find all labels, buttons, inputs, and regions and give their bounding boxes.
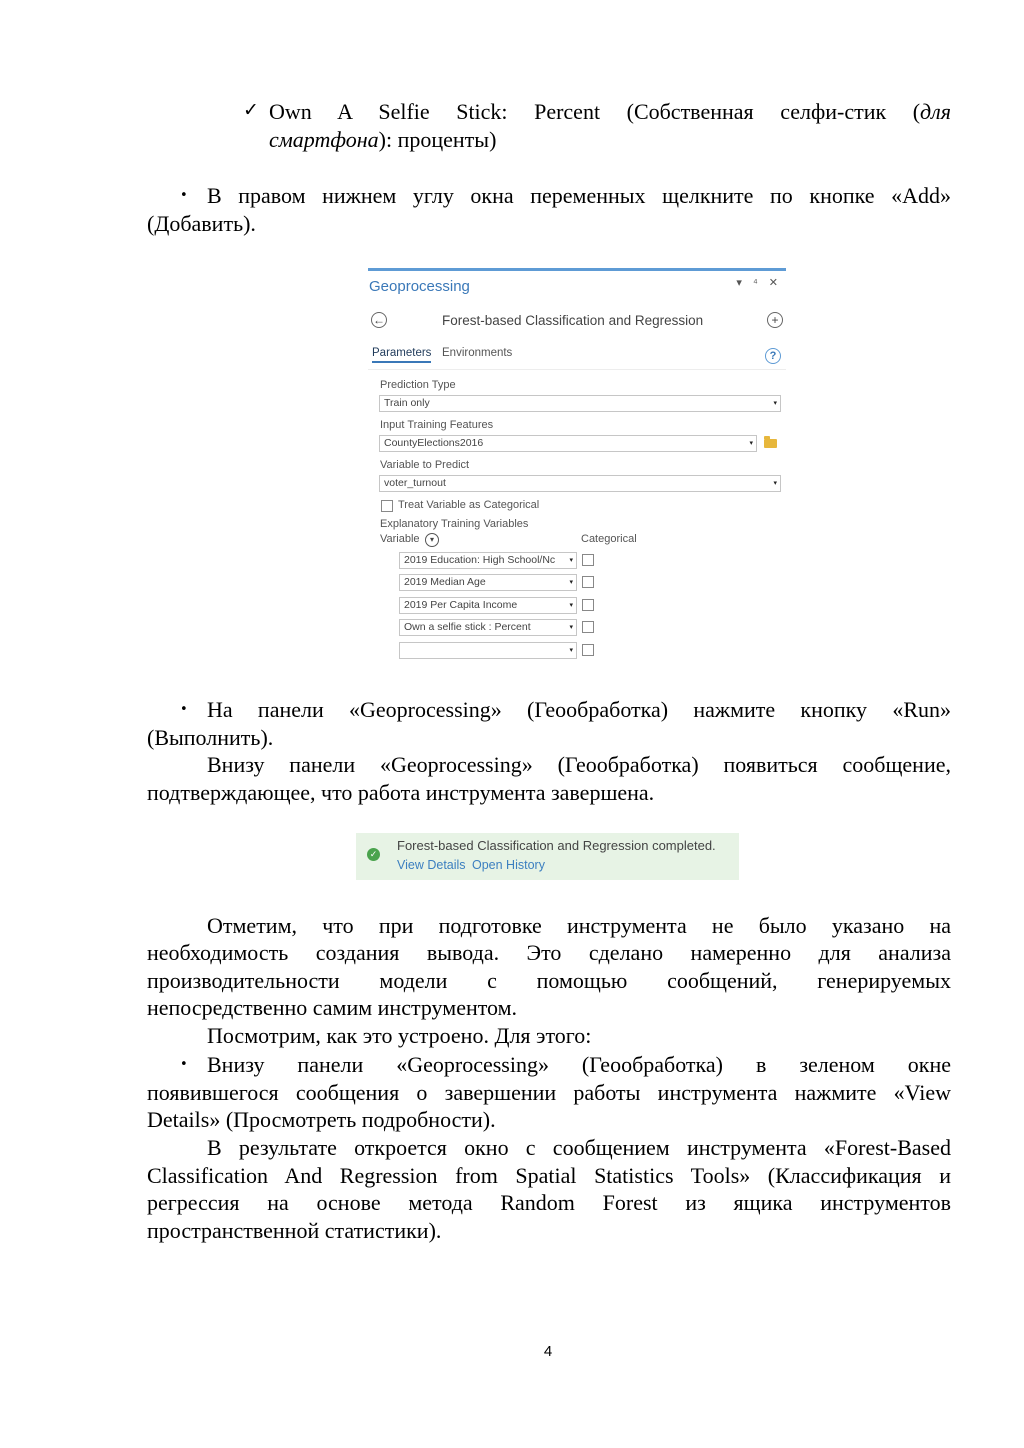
treat-categorical-checkbox[interactable] bbox=[381, 500, 393, 512]
treat-categorical-label: Treat Variable as Categorical bbox=[398, 499, 540, 511]
para-view-line2: появившегося сообщения о завершении работы инструмента нажмите «View bbox=[147, 1080, 951, 1105]
explanatory-variables-label: Explanatory Training Variables bbox=[380, 518, 529, 530]
add-icon[interactable]: + bbox=[767, 312, 783, 328]
variable-row-value: 2019 Median Age bbox=[404, 576, 486, 588]
prediction-type-select[interactable] bbox=[379, 395, 781, 412]
check-item-text2: ): проценты) bbox=[378, 127, 497, 152]
prediction-type-value: Train only bbox=[384, 397, 430, 409]
para-run-line1: На панели «Geoprocessing» (Геообработка) нажмите кнопку «Run» bbox=[207, 697, 951, 722]
bullet-icon: • bbox=[180, 702, 188, 717]
checkmark-icon: ✓ bbox=[243, 99, 259, 121]
variable-to-predict-select[interactable] bbox=[379, 475, 781, 492]
variable-column-header: Variable bbox=[380, 533, 420, 545]
help-icon[interactable]: ? bbox=[765, 348, 781, 364]
geoprocessing-pane bbox=[368, 268, 786, 661]
variable-row-select[interactable] bbox=[399, 619, 577, 636]
categorical-column-header: Categorical bbox=[581, 533, 637, 545]
categorical-checkbox[interactable] bbox=[582, 599, 594, 611]
folder-icon[interactable] bbox=[764, 439, 777, 448]
message-text: Forest-based Classification and Regression completed. bbox=[397, 838, 716, 853]
check-circle-icon: ✓ bbox=[367, 848, 380, 861]
categorical-checkbox[interactable] bbox=[582, 576, 594, 588]
para-run-line4: подтверждающее, что работа инструмента завершена. bbox=[147, 780, 655, 805]
para-add-line2: (Добавить). bbox=[147, 211, 256, 236]
expand-icon[interactable]: ▾ bbox=[425, 533, 439, 547]
para-result-line3: регрессия на основе метода Random Forest из ящика инструментов bbox=[147, 1190, 951, 1215]
check-item-line2 bbox=[269, 126, 951, 154]
para-result-line1: В результате откроется окно с сообщением инструмента «Forest-Based bbox=[207, 1135, 951, 1160]
para-view-line1: Внизу панели «Geoprocessing» (Геообработка) в зеленом окне bbox=[207, 1052, 951, 1077]
variable-row-select[interactable] bbox=[399, 552, 577, 569]
bullet-icon: • bbox=[180, 1057, 188, 1072]
window-buttons[interactable]: ▾ ⁴ ✕ bbox=[736, 277, 782, 289]
success-message bbox=[356, 833, 739, 880]
bullet-icon: • bbox=[180, 188, 188, 203]
chevron-down-icon: ▾ bbox=[569, 647, 573, 654]
view-details-link[interactable]: View Details bbox=[397, 858, 466, 872]
check-item-text: Own A Selfie Stick: Percent (Собственная селфи-стик ( bbox=[269, 99, 921, 124]
prediction-type-label: Prediction Type bbox=[380, 379, 456, 391]
input-features-select[interactable] bbox=[379, 435, 757, 452]
para-add-line1: В правом нижнем углу окна переменных щелкните по кнопке «Add» bbox=[207, 183, 951, 208]
para-note-line5: Посмотрим, как это устроено. Для этого: bbox=[207, 1023, 592, 1048]
para-note-line3: производительности модели с помощью сообщений, генерируемых bbox=[147, 968, 951, 993]
variable-row-value: 2019 Per Capita Income bbox=[404, 599, 518, 611]
categorical-checkbox[interactable] bbox=[582, 644, 594, 656]
para-note-line2: необходимость создания вывода. Это сделано намеренно для анализа bbox=[147, 940, 951, 965]
tabs-divider bbox=[368, 369, 786, 370]
input-features-value: CountyElections2016 bbox=[384, 437, 484, 449]
check-item-italic2: смартфона bbox=[269, 127, 379, 152]
open-history-link[interactable]: Open History bbox=[472, 858, 545, 872]
variable-row-select[interactable] bbox=[399, 574, 577, 591]
variable-row-value: 2019 Education: High School/Nc bbox=[404, 554, 556, 566]
para-view-line3: Details» (Просмотреть подробности). bbox=[147, 1107, 496, 1132]
input-features-label: Input Training Features bbox=[380, 419, 494, 431]
para-note-line4: непосредственно самим инструментом. bbox=[147, 995, 518, 1020]
variable-row-select[interactable] bbox=[399, 597, 577, 614]
chevron-down-icon: ▾ bbox=[773, 480, 777, 487]
variable-row-select[interactable] bbox=[399, 642, 577, 659]
check-item-italic: для bbox=[920, 99, 951, 124]
variable-to-predict-value: voter_turnout bbox=[384, 477, 446, 489]
chevron-down-icon: ▾ bbox=[569, 624, 573, 631]
para-run-line2: (Выполнить). bbox=[147, 725, 274, 750]
chevron-down-icon: ▾ bbox=[773, 400, 777, 407]
variable-to-predict-label: Variable to Predict bbox=[380, 459, 470, 471]
categorical-checkbox[interactable] bbox=[582, 621, 594, 633]
page-number: 4 bbox=[543, 1343, 553, 1360]
check-item-line1 bbox=[269, 98, 951, 126]
tab-parameters[interactable]: Parameters bbox=[372, 347, 431, 363]
para-result-line4: пространственной статистики). bbox=[147, 1218, 442, 1243]
back-icon[interactable]: ← bbox=[373, 313, 385, 327]
categorical-checkbox[interactable] bbox=[582, 554, 594, 566]
pane-title: Geoprocessing bbox=[369, 278, 470, 295]
chevron-down-icon: ▾ bbox=[567, 553, 573, 568]
chevron-down-icon: ▾ bbox=[569, 579, 573, 586]
para-note-line1: Отметим, что при подготовке инструмента не было указано на bbox=[207, 913, 951, 938]
tool-name: Forest-based Classification and Regression bbox=[442, 313, 704, 328]
chevron-down-icon: ▾ bbox=[569, 602, 573, 609]
tab-environments[interactable]: Environments bbox=[442, 347, 513, 359]
para-result-line2: Classification And Regression from Spatial Statistics Tools» (Классификация и bbox=[147, 1163, 951, 1188]
para-run-line3: Внизу панели «Geoprocessing» (Геообработка) появиться сообщение, bbox=[207, 752, 951, 777]
variable-row-value: Own a selfie stick : Percent bbox=[404, 621, 531, 633]
chevron-down-icon: ▾ bbox=[749, 440, 753, 447]
